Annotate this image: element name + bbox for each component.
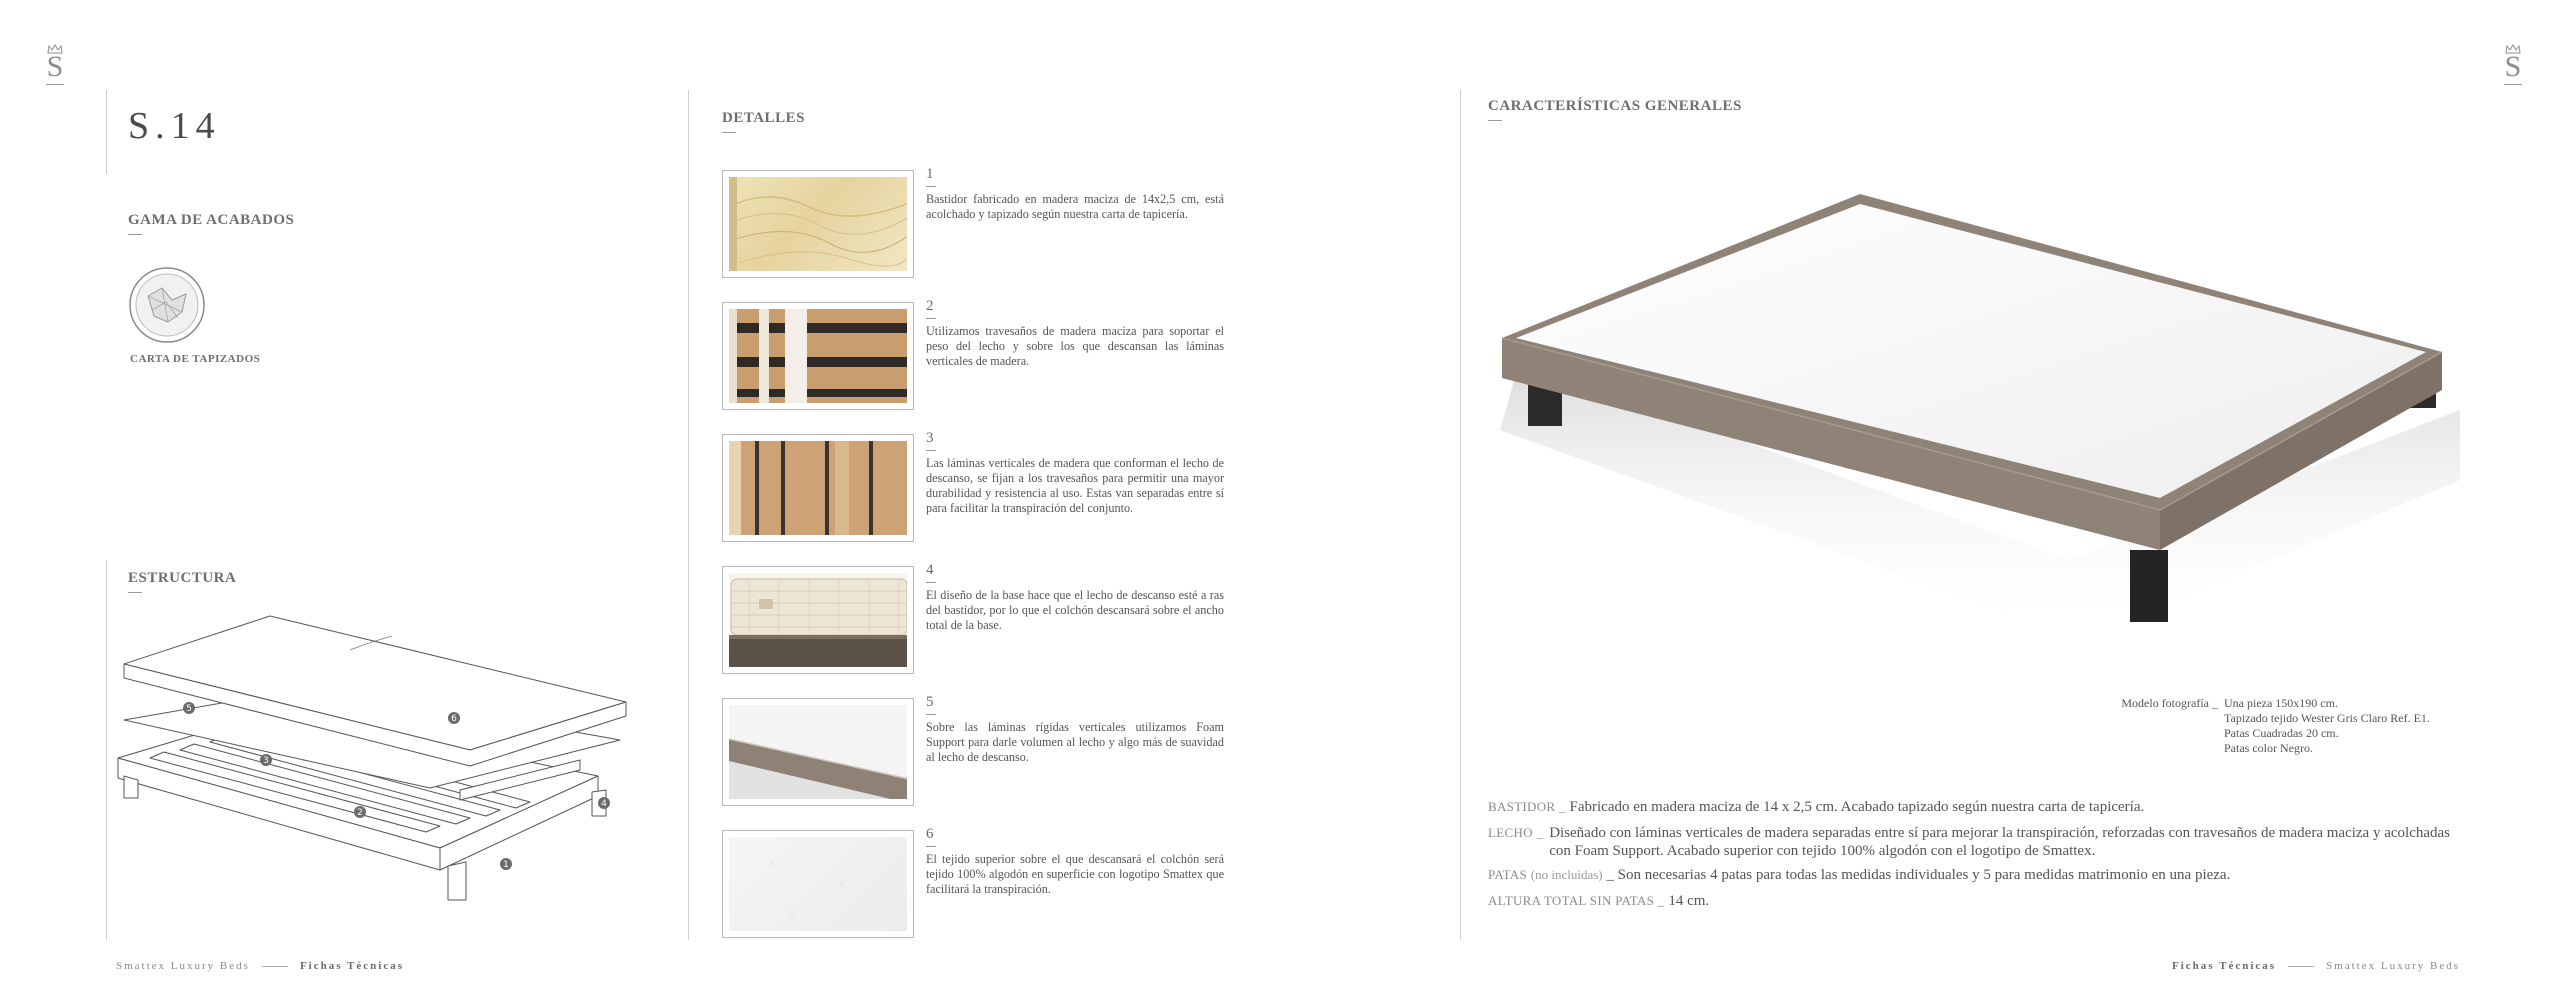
detail-thumb-2 [722,302,914,410]
detail-thumb-3 [722,434,914,542]
bed-base-photo [1480,180,2460,660]
detail-number-5: 5 [926,694,934,710]
svg-text:S: S [789,910,796,920]
footer-section: Fichas Técnicas [2172,960,2277,972]
callout-label: 2 [357,808,363,818]
leg [448,862,466,900]
details-title: DETALLES [722,110,805,126]
detail-text-2: Utilizamos travesaños de madera maciza para soportar el peso del lecho y sobre los que descansan las láminas verticales de madera. [926,324,1224,368]
structure-exploded-diagram [110,600,640,930]
footer-right [2172,960,2460,972]
footer-brand: Smattex Luxury Beds [116,960,250,972]
footer-brand: Smattex Luxury Beds [2326,960,2460,972]
footer-section: Fichas Técnicas [299,960,404,972]
callout-label: 5 [186,704,192,714]
callout-label: 3 [263,756,269,766]
cotton-fabric-graphic [729,837,907,931]
spec-patas [1488,866,2468,884]
detail-text-1: Bastidor fabricado en madera maciza de 14x2,5 cm, está acolchado y tapizado según nuestra carta de tapicería. [926,192,1224,221]
spec-key: ALTURA TOTAL SIN PATAS _ [1488,893,1665,908]
general-title: CARACTERÍSTICAS GENERALES [1488,98,1742,114]
photo-caption-line: Patas Cuadradas 20 cm. [2224,726,2339,740]
spec-altura [1488,892,2468,910]
photo-caption-label: Modelo fotografía _ [2121,696,2218,710]
spec-lecho [1488,824,2468,860]
spec-value: Diseñado con láminas verticales de madera separadas entre sí para mejorar la transpiración, reforzadas con travesaños de madera maciza y acolchadas con Foam Support. Acabado superior con tejido 100% algodón con el logotipo de Smattex. [1549,825,2451,859]
details-title-rule [722,132,736,133]
finishes-title: GAMA DE ACABADOS [128,212,295,228]
monogram-rule [46,84,64,85]
detail-text-5: Sobre las láminas rígidas verticales utilizamos Foam Support para darle volumen al lecho y algo más de suavidad al lecho de descanso. [926,720,1224,764]
detail-number-rule [926,714,936,715]
detail-number-4: 4 [926,562,934,578]
wood-grain-graphic [729,177,907,271]
spec-key: LECHO _ [1488,825,1544,840]
photo-caption-lines [2224,696,2484,756]
vertical-slats-graphic [729,441,907,535]
monogram-letter: S [46,50,64,83]
crossbar-graphic [729,309,907,403]
svg-text:S: S [839,882,846,892]
upholstery-swatch[interactable] [128,266,206,344]
photo-caption-line: Tapizado tejido Wester Gris Claro Ref. E1. [2224,711,2430,725]
spec-key: BASTIDOR _ [1488,799,1566,814]
structure-divider [106,560,107,940]
photo-caption-line: Una pieza 150x190 cm. [2224,696,2338,710]
structure-title-rule [128,592,142,593]
detail-number-rule [926,186,936,187]
spec-note: (no incluidas) [1530,867,1603,882]
column-divider-1 [688,90,689,940]
detail-number-6: 6 [926,826,934,842]
svg-text:S: S [769,860,776,870]
title-divider [106,90,107,174]
detail-thumb-6 [722,830,914,938]
finishes-title-rule [128,234,142,235]
spec-value: 14 cm. [1668,893,1710,909]
leg [124,776,138,798]
detail-thumb-1 [722,170,914,278]
callout-label: 4 [601,799,607,809]
callout-label: 6 [451,714,457,724]
fabric-swatch-icon [128,266,206,344]
swatch-label: CARTA DE TAPIZADOS [130,353,261,365]
detail-thumb-5 [722,698,914,806]
detail-text-6: El tejido superior sobre el que descansará el colchón será tejido 100% algodón en superficie con logotipo Smattex que facilitará la transpiración. [926,852,1224,896]
footer-left [116,960,404,972]
detail-text-3: Las láminas verticales de madera que conforman el lecho de descanso, se fijan a los travesaños para permitir una mayor durabilidad y resistencia al uso. Estas van separadas entre sí para facilitar la transpiración del conjunto. [926,456,1224,515]
general-title-rule [1488,120,1502,121]
mattress-on-base-graphic [729,573,907,667]
column-divider-2 [1460,90,1461,940]
photo-caption-line: Patas color Negro. [2224,741,2313,755]
monogram-rule [2504,84,2522,85]
detail-number-rule [926,582,936,583]
detail-number-rule [926,450,936,451]
detail-number-1: 1 [926,166,934,182]
structure-title: ESTRUCTURA [128,570,237,586]
monogram-letter: S [2504,50,2522,83]
brand-monogram-left [44,44,66,90]
brand-monogram-right [2502,44,2524,90]
leg [2130,550,2168,622]
detail-number-rule [926,318,936,319]
detail-text-4: El diseño de la base hace que el lecho de descanso esté a ras del bastidor, por lo que el colchón descansará sobre el ancho total de la base. [926,588,1224,632]
callout-label: 1 [503,860,509,870]
spec-value: _ Son necesarias 4 patas para todas las medidas individuales y 5 para medidas matrimonio en una pieza. [1606,867,2231,883]
model-title: S.14 [128,105,221,147]
spec-value: Fabricado en madera maciza de 14 x 2,5 cm. Acabado tapizado según nuestra carta de tapicería. [1569,799,2145,815]
detail-number-2: 2 [926,298,934,314]
spec-key: PATAS [1488,867,1528,882]
foam-edge-graphic [729,705,907,799]
detail-number-3: 3 [926,430,934,446]
detail-number-rule [926,846,936,847]
spec-bastidor [1488,798,2468,816]
detail-thumb-4 [722,566,914,674]
